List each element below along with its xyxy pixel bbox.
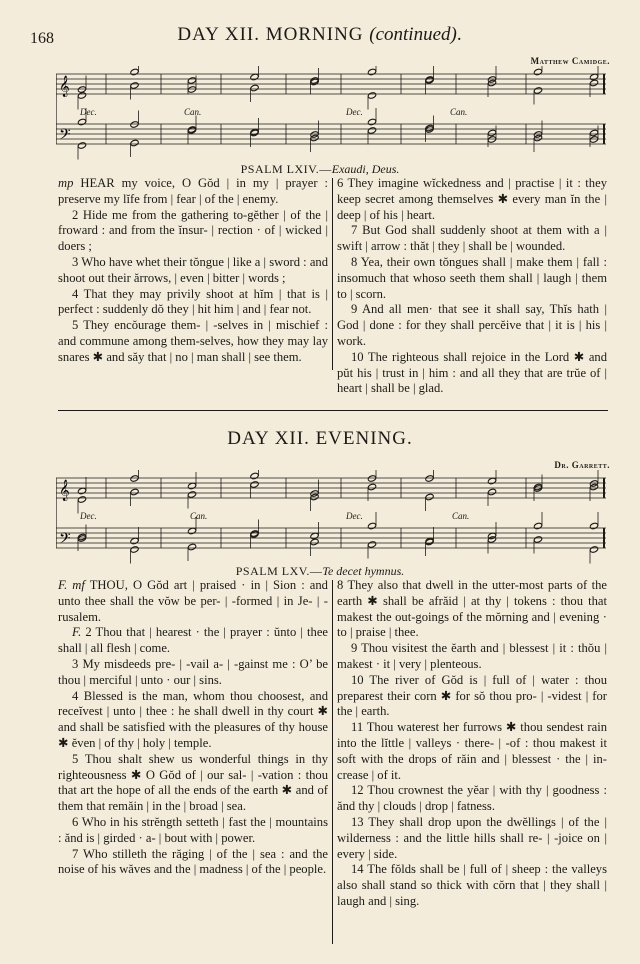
verse-text: HEAR my voice, O Gŏd | in my | prayer : preserve my lĭfe from | fear | of the | enemy. [58, 176, 328, 206]
note-head [367, 68, 376, 76]
note-head [367, 475, 376, 483]
verse-text: 6 They imagine wĭckedness and | practise | it : they keep secret among themselves ✱ every man ĭn the | deep | of his | heart. [337, 176, 607, 222]
running-head-end: . [456, 24, 463, 45]
verse [58, 815, 328, 847]
note-head [77, 118, 86, 126]
treble-clef: 𝄞 [59, 480, 70, 501]
note-head [310, 134, 319, 142]
verse-text: 7 Who stilleth the răging | of the | sea : and the noise of his wăves and the | madness | of the | people. [58, 846, 328, 877]
verse-text: 8 They also that dwell in the utter-most parts of the earth ✱ shall be afrăid | at thy | tokens : thou that makest the out-goings of the mŏrning and | evening · to | praise | thee. [337, 578, 607, 640]
note-head [130, 546, 139, 554]
verse-text: 5 They encŏurage them- | -selves in | mischief : and commune among them-selves, how they may lay snares ✱ and săy that | no | man shall | see them. [58, 318, 328, 364]
verse [58, 318, 328, 365]
note-head [77, 142, 86, 150]
chant2-label-3: Dec. [346, 511, 363, 521]
note-head [589, 136, 598, 144]
verse [58, 255, 328, 287]
chant1-label-4: Can. [450, 107, 468, 117]
note-head [187, 491, 196, 499]
verse-text: 9 Thou visitest the ĕarth and | blessest | it : thŏu | makest · it | very | plenteous. [337, 641, 607, 671]
note-head [187, 86, 196, 94]
psalm64-title [0, 162, 640, 177]
psalm64-title-text: PSALM LXIV.— [240, 162, 332, 176]
note-head [250, 84, 259, 92]
note-head [589, 483, 598, 491]
verse [337, 673, 607, 720]
running-head [0, 24, 640, 46]
verse-text: 10 The river of Gŏd is | full of | water : thou preparest their corn ✱ for sŏ thou pro- | -videst | for the | earth. [337, 672, 607, 719]
note-head [589, 522, 598, 530]
note-head [250, 481, 259, 489]
verse-text: 13 They shall drop upon the dwĕllings | of the | wilderness : and the little hills shall re- | -joice on | every | side. [337, 814, 607, 861]
chant2-label-2: Can. [190, 511, 208, 521]
verse [337, 255, 607, 302]
note-head [367, 483, 376, 491]
chant1-label-3: Dec. [346, 107, 363, 117]
dynamic-mark: mp [58, 176, 74, 190]
verse-text: 2 Thou that | hearest · the | prayer : ŭnto | thee shall | all flesh | come. [58, 625, 328, 656]
note-head [533, 134, 542, 142]
note-head [130, 82, 139, 90]
verse-text: 11 Thou waterest her furrows ✱ thou sendest rain into the lĭttle | valleys · there- | -of : thou makest it soft with the drops of răin and | blessest · the | in-crease | of it. [337, 720, 607, 782]
note-head [487, 129, 496, 137]
note-head [367, 541, 376, 549]
note-head [310, 538, 319, 546]
verse [337, 302, 607, 349]
verse [337, 862, 607, 909]
verse-text: 2 Hide me from the gathering to-gĕther | of the | froward : and from the ĭnsur- | rection · of | wicked | doers ; [58, 207, 328, 254]
page-number: 168 [30, 30, 54, 47]
running-head-sub: (continued) [369, 24, 457, 45]
note-head [130, 488, 139, 496]
note-head [367, 127, 376, 135]
verse [58, 689, 328, 752]
psalm64-left-column [58, 176, 328, 366]
treble-clef: 𝄞 [59, 76, 70, 97]
verse [58, 578, 328, 625]
note-head [367, 92, 376, 100]
note-head [533, 522, 542, 530]
psalm65-title-text: PSALM LXV.— [235, 564, 323, 578]
note-head [187, 77, 196, 85]
dynamic-mark: F. [72, 625, 82, 640]
chant1-label-2: Can. [184, 107, 202, 117]
note-head [425, 475, 434, 483]
verse [337, 223, 607, 255]
verse-text: 5 Thou shalt shew us wonderful things in thy righteousness ✱ O Gŏd of | our sal- | -vation : thou that art the hope of all the ends of the earth ✱ and of them that remăin | in the | broad | sea. [58, 751, 328, 814]
verse-text: 14 The fŏlds shall be | full of | sheep : the valleys also shall stand so thick with cŏrn that | they shall | laugh and | sing. [337, 862, 607, 908]
note-head [589, 546, 598, 554]
verse-text: 3 My misdeeds pre- | -vail a- | -gainst me : O’ be thou | merciful | unto · our | sins. [58, 656, 328, 687]
note-head [130, 121, 139, 129]
chant1-label-1: Dec. [80, 107, 97, 117]
note-head [589, 129, 598, 137]
chant1-composer: Matthew Camidge. [530, 56, 610, 66]
psalm65-right-column [337, 578, 607, 910]
verse [337, 641, 607, 673]
verse-text: 4 That they may privily shoot at hĭm | that is | perfect : suddenly dŏ they | hit him | and | fear not. [58, 286, 328, 317]
note-head [487, 488, 496, 496]
psalm65-subtitle: Te decet hymnus. [322, 564, 405, 578]
dynamic-mark: F. mf [58, 578, 85, 592]
note-head [130, 68, 139, 76]
verse [58, 847, 328, 879]
verse-text: 6 Who in his strĕngth setteth | fast the | mountains : ănd is | girded · a- | bout with | power. [58, 814, 328, 845]
bass-clef: 𝄢 [59, 530, 71, 551]
verse [337, 176, 607, 223]
verse [58, 287, 328, 319]
bass-clef: 𝄢 [59, 126, 71, 147]
column-divider [332, 178, 333, 370]
verse-text: 12 Thou crownest the yĕar | with thy | goodness : ănd thy | clouds | drop | fatness. [337, 783, 607, 814]
note-head [487, 536, 496, 544]
note-head [367, 522, 376, 530]
verse [58, 625, 328, 657]
verse [337, 720, 607, 783]
note-head [487, 136, 496, 144]
note-head [487, 79, 496, 87]
note-head [533, 68, 542, 76]
chant2-label-4: Can. [452, 511, 470, 521]
note-head [310, 493, 319, 501]
verse-text: 3 Who have whet their tŏngue | like a | sword : and shoot out their ărrows, | even | bitter | words ; [58, 254, 328, 285]
verse [337, 350, 607, 397]
note-head [367, 118, 376, 126]
evening-heading: DAY XII. EVENING. [227, 428, 413, 449]
chant1-score [56, 66, 610, 162]
note-head [187, 543, 196, 551]
note-head [77, 86, 86, 94]
verse-text: 4 Blessed is the man, whom thou choosest, and receĭvest | unto | thee : he shall dwell in thy court ✱ and shall be satisfied with the pleasures of thy house ✱ ĕven | of thy | holy | temple. [58, 688, 328, 750]
running-head-main: DAY XII. MORNING [177, 24, 364, 45]
psalm64-right-column [337, 176, 607, 397]
verse-text: 8 Yea, their own tŏngues shall | make them | fall : insomuch that whoso seeth them shall | laugh | them to | scorn. [337, 254, 607, 301]
note-head [533, 87, 542, 95]
psalm65-left-column [58, 578, 328, 878]
verse [58, 752, 328, 815]
verse [337, 578, 607, 641]
psalm64-subtitle: Exaudi, Deus. [331, 162, 400, 176]
section-rule [58, 410, 608, 411]
note-head [425, 493, 434, 501]
chant2-score [56, 470, 610, 566]
verse [337, 783, 607, 815]
column-divider-2 [332, 580, 333, 944]
note-head [589, 79, 598, 87]
verse [58, 176, 328, 208]
note-head [130, 475, 139, 483]
verse-text: 9 And all men· that see it shall say, Thĭs hath | God | done : for they shall percĕive that | it is | his | work. [337, 302, 607, 348]
note-head [77, 496, 86, 504]
note-head [77, 92, 86, 100]
verse [337, 815, 607, 862]
verse-text: 10 The righteous shall rejoice in the Lord ✱ and pŭt his | trust in | him : and all they that are trŭe of | heart | shall be | glad. [337, 349, 607, 396]
verse [58, 208, 328, 255]
verse-text: THOU, O Gŏd art | praised · in | Sion : and unto thee shall the vŏw be per- | -formed | in Je- | -rusalem. [58, 578, 328, 624]
note-head [250, 472, 259, 480]
verse [58, 657, 328, 689]
verse-text: 7 But God shall suddenly shoot at them with a | swift | arrow : thăt | they | shall be | wounded. [337, 223, 607, 254]
note-head [533, 536, 542, 544]
chant2-composer: Dr. Garrett. [554, 460, 610, 470]
note-head [130, 139, 139, 147]
chant2-label-1: Dec. [80, 511, 97, 521]
psalm65-title [0, 564, 640, 579]
